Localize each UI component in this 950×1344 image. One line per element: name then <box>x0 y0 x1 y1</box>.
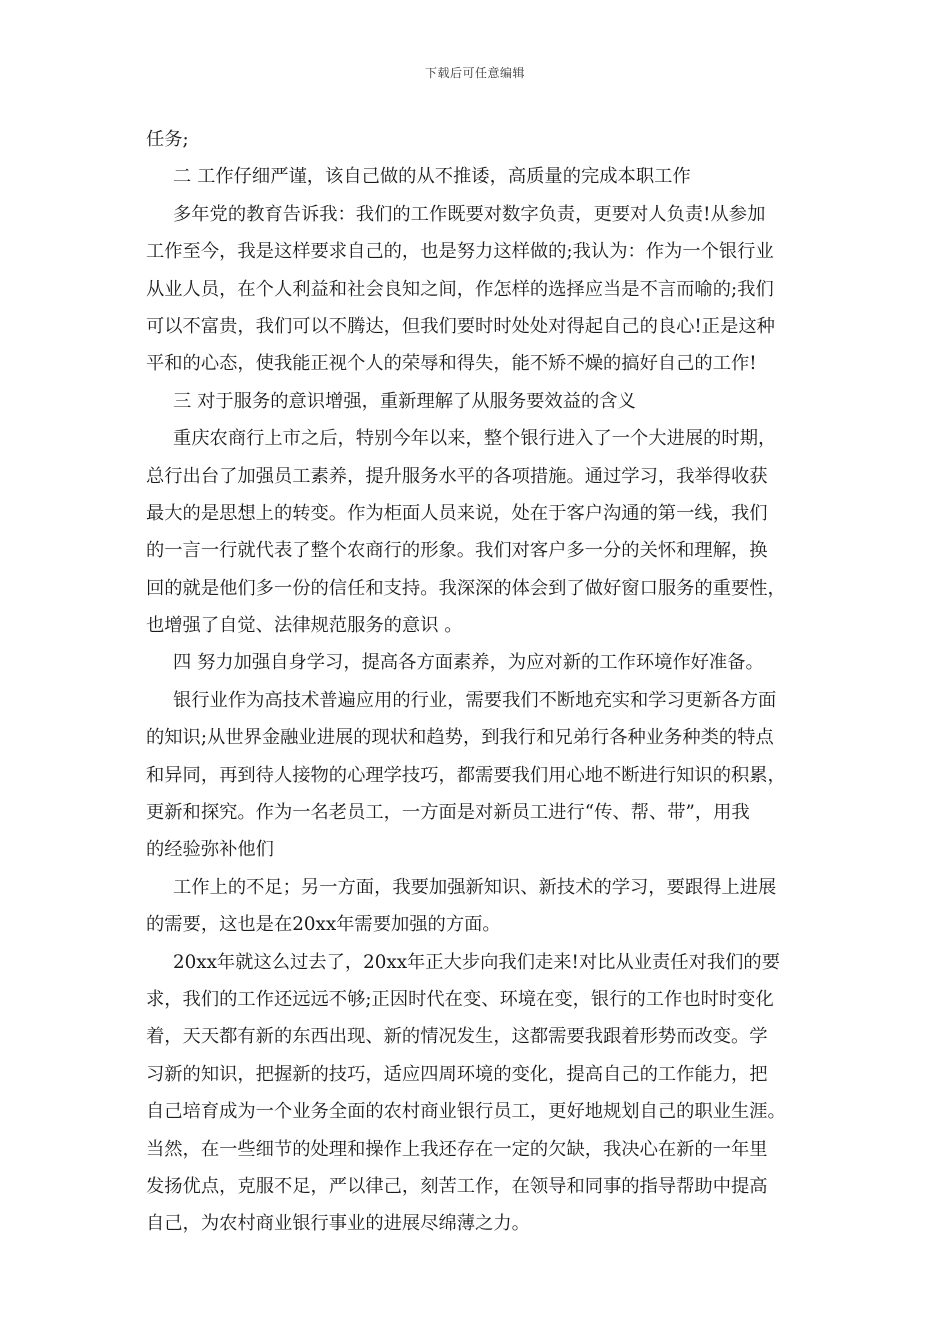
text-line: 银行业作为高技术普遍应用的行业，需要我们不断地充实和学习更新各方面 <box>173 689 777 711</box>
text-line: 工作上的不足；另一方面，我要加强新知识、新技术的学习，要跟得上进展 <box>173 876 777 898</box>
text-line: 回的就是他们多一份的信任和支持。我深深的体会到了做好窗口服务的重要性， <box>146 577 786 599</box>
text-line: 平和的心态，使我能正视个人的荣辱和得失，能不矫不燥的搞好自己的工作! <box>146 353 757 375</box>
text-line: 自己培育成为一个业务全面的农村商业银行员工，更好地规划自己的职业生涯。 <box>146 1101 786 1123</box>
text-line: 求，我们的工作还远远不够;正因时代在变、环境在变，银行的工作也时时变化 <box>146 988 774 1010</box>
text-line: 总行出台了加强员工素养，提升服务水平的各项措施。通过学习，我举得收获 <box>146 465 768 487</box>
text-line: 更新和探究。作为一名老员工，一方面是对新员工进行“传、帮、带”，用我 <box>146 802 750 824</box>
text-line: 20xx年就这么过去了，20xx年正大步向我们走来!对比从业责任对我们的要 <box>173 951 780 973</box>
text-line: 发扬优点，克服不足，严以律己，刻苦工作，在领导和同事的指导帮助中提高 <box>146 1175 768 1197</box>
text-line: 的需要，这也是在20xx年需要加强的方面。 <box>146 914 501 936</box>
text-line: 着，天天都有新的东西出现、新的情况发生，这都需要我跟着形势而改变。学 <box>146 1026 768 1048</box>
text-line: 从业人员，在个人利益和社会良知之间，作怎样的选择应当是不言而喻的;我们 <box>146 278 774 300</box>
text-line: 的一言一行就代表了整个农商行的形象。我们对客户多一分的关怀和理解，换 <box>146 540 768 562</box>
document-body <box>146 121 806 1243</box>
text-line: 最大的是思想上的转变。作为柜面人员来说，处在于客户沟通的第一线，我们 <box>146 502 768 524</box>
text-line: 也增强了自觉、法律规范服务的意识 。 <box>146 615 463 637</box>
text-line: 三 对于服务的意识增强，重新理解了从服务要效益的含义 <box>173 390 636 412</box>
text-line: 可以不富贵，我们可以不腾达，但我们要时时处处对得起自己的良心!正是这种 <box>146 315 775 337</box>
page-header: 下载后可任意编辑 <box>424 66 525 80</box>
text-line: 习新的知识，把握新的技巧，适应四周环境的变化，提高自己的工作能力，把 <box>146 1063 768 1085</box>
text-line: 当然，在一些细节的处理和操作上我还存在一定的欠缺，我决心在新的一年里 <box>146 1138 768 1160</box>
text-line: 的知识;从世界金融业进展的现状和趋势，到我行和兄弟行各种业务种类的特点 <box>146 727 774 749</box>
text-line: 工作至今，我是这样要求自己的，也是努力这样做的;我认为：作为一个银行业 <box>146 241 774 263</box>
text-line: 的经验弥补他们 <box>146 839 274 861</box>
text-line: 多年党的教育告诉我：我们的工作既要对数字负责，更要对人负责!从参加 <box>173 203 766 225</box>
text-line: 任务; <box>146 129 189 150</box>
text-line: 自己，为农村商业银行事业的进展尽绵薄之力。 <box>146 1213 530 1235</box>
text-line: 二 工作仔细严谨，该自己做的从不推诿，高质量的完成本职工作 <box>173 166 691 188</box>
text-line: 四 努力加强自身学习，提高各方面素养，为应对新的工作环境作好准备。 <box>173 652 764 674</box>
text-line: 和异同，再到待人接物的心理学技巧，都需要我们用心地不断进行知识的积累， <box>146 764 786 786</box>
text-line: 重庆农商行上市之后，特别今年以来，整个银行进入了一个大进展的时期， <box>173 428 777 450</box>
